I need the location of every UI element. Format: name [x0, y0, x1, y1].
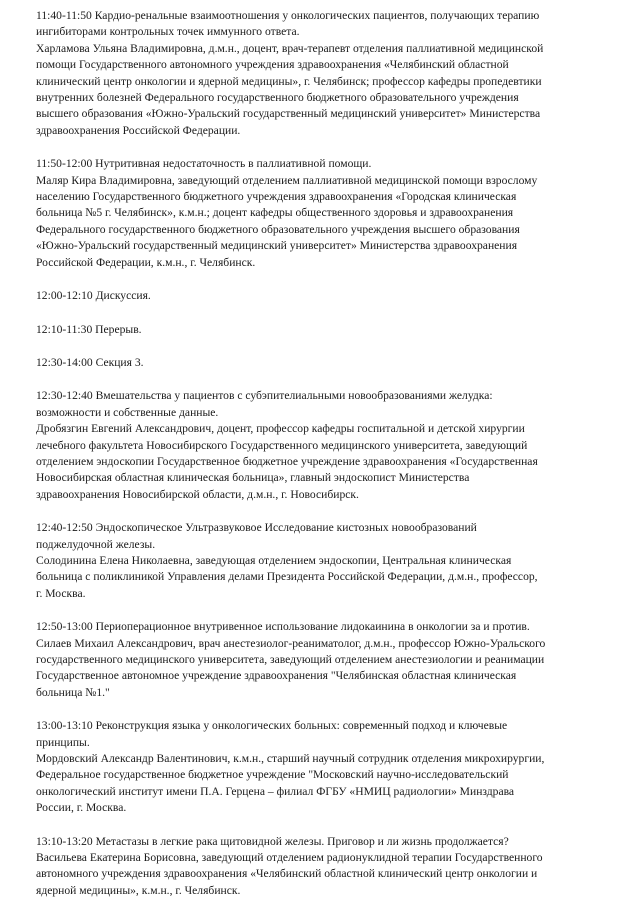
- entry-text-line: Федеральное государственное бюджетное учреждение "Московский научно-исследовательский: [36, 768, 509, 782]
- program-entry: [36, 834, 614, 900]
- entry-text-line: Федерального государственного бюджетного образовательного учреждения высшего образования: [36, 222, 520, 236]
- entry-text-line: помощи Государственного автономного учреждения здравоохранения «Челябинский областной: [36, 58, 509, 72]
- entry-text-line: поджелудочной железы.: [36, 537, 156, 551]
- program-entry: [36, 288, 614, 304]
- entry-text-line: больница с поликлиникой Управления делами Президента Российской Федерации, д.м.н., профессор,: [36, 570, 538, 584]
- entry-heading-line: 12:30-12:40 Вмешательства у пациентов с субэпителиальными новообразованиями желудка:: [36, 389, 493, 403]
- entry-text-line: Васильева Екатерина Борисовна, заведующий отделением радионуклидной терапии Государственного: [36, 851, 543, 865]
- entry-text-line: Харламова Ульяна Владимировна, д.м.н., доцент, врач-терапевт отделения паллиативной медицинской: [36, 41, 544, 55]
- entry-text-line: здравоохранения Российской Федерации.: [36, 123, 241, 137]
- entry-heading-line: 12:00-12:10 Дискуссия.: [36, 289, 151, 303]
- entry-text-line: Новосибирская областная клиническая больница», главный эндоскопист Министерства: [36, 471, 470, 485]
- entry-text-line: принципы.: [36, 735, 90, 749]
- program-entry: [36, 388, 614, 503]
- entry-text-line: Дробязгин Евгений Александрович, доцент, профессор кафедры госпитальной и детской хирургии: [36, 422, 525, 436]
- program-entry: [36, 718, 614, 816]
- entry-text-line: г. Москва.: [36, 586, 86, 600]
- entry-text-line: возможности и собственные данные.: [36, 405, 219, 419]
- entry-text-line: здравоохранения Новосибирской области, д.м.н., г. Новосибирск.: [36, 487, 359, 501]
- program-entry: [36, 619, 614, 701]
- program-entry: [36, 322, 614, 338]
- entry-text-line: автономного учреждения здравоохранения «Челябинский областной клинический центр онкологии и: [36, 867, 538, 881]
- entry-heading-line: 13:00-13:10 Реконструкция языка у онкологических больных: современный подход и ключевые: [36, 719, 508, 733]
- entry-text-line: «Южно-Уральский государственный медицинский университет» Министерства здравоохранения: [36, 239, 518, 253]
- entry-text-line: ингибиторами контрольных точек иммунного ответа.: [36, 25, 300, 39]
- entry-heading-line: 11:50-12:00 Нутритивная недостаточность в паллиативной помощи.: [36, 157, 372, 171]
- entry-text-line: государственного медицинского университета, заведующий отделением анестезиологии и реанимации: [36, 653, 545, 666]
- entry-text-line: высшего образования «Южно-Уральский государственный медицинский университет» Министерства: [36, 107, 541, 121]
- entry-text-line: Маляр Кира Владимировна, заведующий отделением паллиативной медицинской помощи взрослому: [36, 173, 538, 187]
- entry-heading-line: 12:40-12:50 Эндоскопическое Ультразвуковое Исследование кистозных новообразований: [36, 521, 477, 535]
- entry-text-line: Солодинина Елена Николаевна, заведующая отделением эндоскопии, Центральная клиническая: [36, 553, 512, 567]
- entry-heading-line: 13:10-13:20 Метастазы в легкие рака щитовидной железы. Приговор и ли жизнь продолжается?: [36, 834, 509, 848]
- entry-text-line: Мордовский Александр Валентинович, к.м.н., старший научный сотрудник отделения микрохирургии,: [36, 752, 545, 766]
- program-entry: [36, 8, 614, 139]
- entry-text-line: онкологический институт имени П.А. Герцена – филиал ФГБУ «НМИЦ радиологии» Минздрава: [36, 784, 515, 798]
- entry-text-line: клинический центр онкологии и ядерной медицины», г. Челябинск; профессор кафедры пропедевтики: [36, 74, 542, 88]
- program-content: [36, 8, 614, 916]
- entry-text-line: ядерной медицины», к.м.н., г. Челябинск.: [36, 883, 241, 897]
- entry-text-line: внутренних болезней Федерального государственного бюджетного образовательного учреждения: [36, 91, 519, 105]
- entry-heading-line: 12:30-14:00 Секция 3.: [36, 355, 144, 369]
- entry-text-line: больница №1.": [36, 685, 110, 699]
- entry-text-line: лечебного факультета Новосибирского Государственного медицинского университета, заведующий: [36, 438, 528, 452]
- entry-text-line: Силаев Михаил Александрович, врач анестезиолог-реаниматолог, д.м.н., профессор Южно-Уральского: [36, 636, 546, 650]
- entry-text-line: России, г. Москва.: [36, 801, 127, 815]
- entry-text-line: Российской Федерации, к.м.н., г. Челябинск.: [36, 255, 256, 269]
- entry-heading-line: 11:40-11:50 Кардио-ренальные взаимоотношения у онкологических пациентов, получающих терапию: [36, 9, 540, 22]
- entry-text-line: населению Государственного бюджетного учреждения здравоохранения «Городская клиническая: [36, 190, 517, 204]
- program-entry: [36, 156, 614, 271]
- entry-text-line: Государственное автономное учреждение здравоохранения "Челябинская областная клиническая: [36, 669, 517, 683]
- program-entry: [36, 520, 614, 602]
- entry-heading-line: 12:10-11:30 Перерыв.: [36, 322, 142, 336]
- entry-text-line: отделением эндоскопии Государственное бюджетное учреждение здравоохранения «Государственная: [36, 454, 538, 468]
- entry-text-line: больница №5 г. Челябинск», к.м.н.; доцент кафедры общественного здоровья и здравоохранения: [36, 206, 514, 220]
- entry-heading-line: 12:50-13:00 Периоперационное внутривенное использование лидокаинина в онкологии за и против.: [36, 620, 530, 634]
- program-entry: [36, 355, 614, 371]
